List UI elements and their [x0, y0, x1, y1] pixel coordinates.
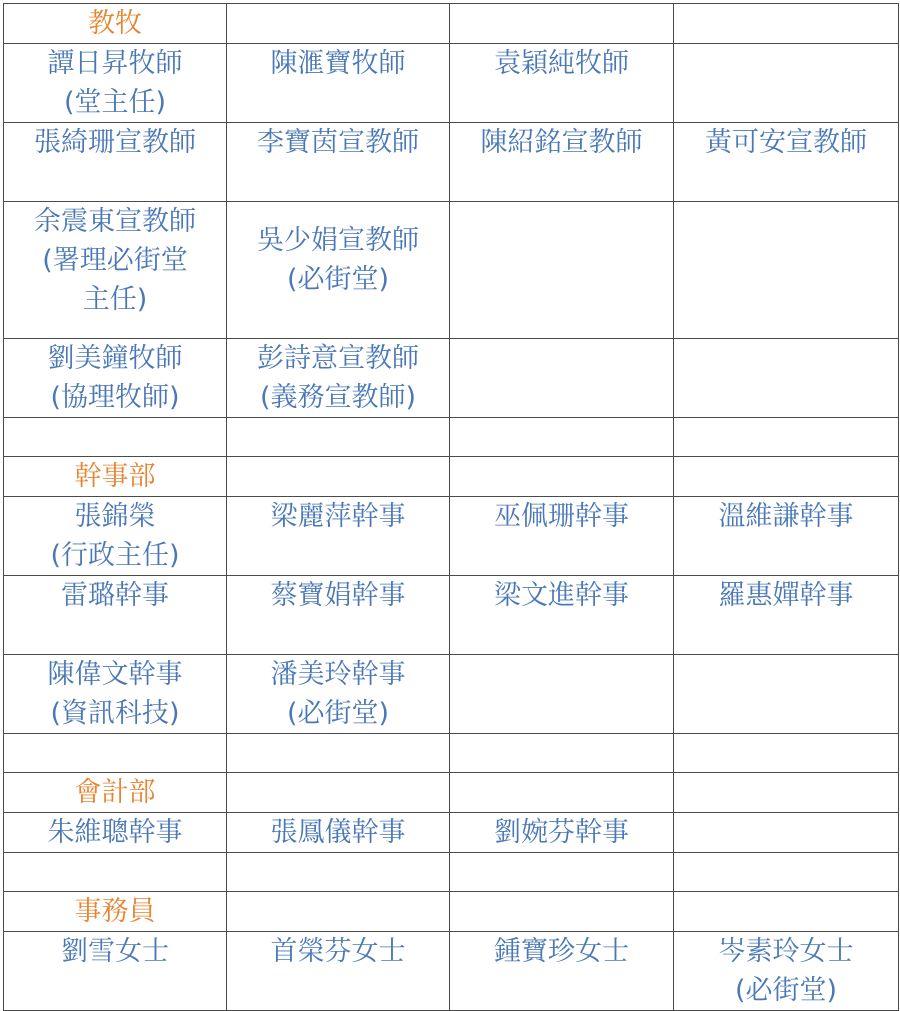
empty-cell [450, 853, 674, 892]
staff-cell [227, 932, 450, 1011]
table-row [4, 202, 899, 339]
staff-cell [4, 339, 227, 418]
empty-cell [450, 202, 674, 339]
staff-name: 溫維謙幹事 [718, 501, 854, 532]
empty-cell [227, 418, 450, 457]
empty-cell [4, 853, 227, 892]
empty-cell [674, 655, 899, 734]
staff-cell [4, 497, 227, 576]
staff-table-body [4, 4, 899, 1011]
empty-cell [450, 4, 674, 44]
empty-cell [450, 418, 674, 457]
staff-cell [227, 339, 450, 418]
staff-role: (堂主任) [63, 87, 167, 118]
staff-cell [674, 123, 899, 202]
section-header [4, 773, 227, 813]
section-header [4, 892, 227, 932]
empty-cell [674, 339, 899, 418]
staff-name: 梁麗萍幹事 [270, 501, 406, 532]
staff-cell [227, 655, 450, 734]
staff-cell [450, 497, 674, 576]
empty-cell [227, 4, 450, 44]
staff-cell [4, 655, 227, 734]
table-row [4, 576, 899, 655]
staff-name: 彭詩意宣教師 [257, 343, 419, 374]
staff-name: 羅惠嬋幹事 [718, 580, 854, 611]
staff-cell [674, 576, 899, 655]
staff-name: 潘美玲幹事 [270, 659, 406, 690]
empty-cell [4, 734, 227, 773]
staff-name: 陳偉文幹事 [47, 659, 183, 690]
staff-cell [450, 813, 674, 853]
staff-name: 譚日昇牧師 [47, 48, 183, 79]
empty-cell [674, 813, 899, 853]
empty-cell [674, 773, 899, 813]
section-title: 事務員 [74, 896, 156, 927]
staff-cell [4, 123, 227, 202]
staff-name: 張錦榮 [74, 501, 156, 532]
staff-cell [4, 813, 227, 853]
empty-cell [674, 418, 899, 457]
staff-cell [450, 44, 674, 123]
staff-role: (行政主任) [50, 540, 180, 571]
staff-name: 張鳳儀幹事 [270, 817, 406, 848]
staff-cell [227, 202, 450, 339]
empty-cell [450, 655, 674, 734]
staff-table [3, 3, 899, 1011]
table-row [4, 813, 899, 853]
staff-role: (資訊科技) [50, 698, 180, 729]
staff-cell [450, 123, 674, 202]
empty-cell [227, 773, 450, 813]
table-row [4, 4, 899, 44]
staff-name: 劉美鐘牧師 [47, 343, 183, 374]
empty-cell [450, 773, 674, 813]
table-row [4, 123, 899, 202]
empty-cell [674, 457, 899, 497]
table-row [4, 853, 899, 892]
staff-role: (必街堂) [286, 264, 390, 295]
staff-cell [450, 932, 674, 1011]
table-row [4, 932, 899, 1011]
staff-name: 李寶茵宣教師 [257, 127, 419, 158]
staff-role: (必街堂) [734, 975, 838, 1006]
staff-name: 鍾寶珍女士 [494, 936, 629, 967]
staff-role: (義務宣教師) [259, 382, 417, 413]
empty-cell [674, 853, 899, 892]
staff-name: 張綺珊宣教師 [34, 127, 196, 158]
staff-name: 劉雪女士 [61, 936, 169, 967]
empty-cell [450, 457, 674, 497]
section-title: 幹事部 [74, 461, 156, 492]
staff-name: 岑素玲女士 [718, 936, 854, 967]
empty-cell [674, 734, 899, 773]
empty-cell [227, 892, 450, 932]
table-row [4, 418, 899, 457]
staff-name: 陳紹銘宣教師 [480, 127, 643, 158]
empty-cell [674, 4, 899, 44]
staff-cell [674, 932, 899, 1011]
empty-cell [450, 734, 674, 773]
staff-cell [450, 576, 674, 655]
staff-role: 主任) [82, 284, 148, 315]
staff-cell [227, 44, 450, 123]
staff-name: 黃可安宣教師 [705, 127, 867, 158]
staff-cell [227, 123, 450, 202]
staff-name: 余震東宣教師 [34, 206, 196, 237]
staff-cell [4, 44, 227, 123]
empty-cell [674, 44, 899, 123]
table-row [4, 44, 899, 123]
table-row [4, 773, 899, 813]
staff-cell [227, 576, 450, 655]
empty-cell [674, 202, 899, 339]
empty-cell [450, 892, 674, 932]
staff-role: (必街堂) [286, 698, 390, 729]
empty-cell [4, 418, 227, 457]
empty-cell [227, 853, 450, 892]
staff-name: 蔡寶娟幹事 [270, 580, 406, 611]
staff-name: 朱維聰幹事 [47, 817, 183, 848]
table-row [4, 457, 899, 497]
section-header [4, 457, 227, 497]
empty-cell [227, 457, 450, 497]
empty-cell [450, 339, 674, 418]
staff-cell [4, 576, 227, 655]
staff-cell [4, 932, 227, 1011]
staff-cell [4, 202, 227, 339]
table-row [4, 734, 899, 773]
staff-name: 梁文進幹事 [494, 580, 629, 611]
table-row [4, 892, 899, 932]
staff-cell [227, 813, 450, 853]
section-title: 教牧 [88, 8, 142, 39]
table-row [4, 655, 899, 734]
staff-name: 陳滙寶牧師 [270, 48, 406, 79]
staff-name: 吳少娟宣教師 [257, 225, 419, 256]
staff-role: (署理必街堂 [42, 245, 188, 276]
staff-cell [227, 497, 450, 576]
staff-name: 劉婉芬幹事 [494, 817, 629, 848]
staff-role: (協理牧師) [50, 382, 180, 413]
staff-name: 袁穎純牧師 [494, 48, 629, 79]
section-header [4, 4, 227, 44]
empty-cell [227, 734, 450, 773]
staff-name: 雷璐幹事 [61, 580, 169, 611]
staff-name: 首榮芬女士 [270, 936, 406, 967]
table-row [4, 497, 899, 576]
table-row [4, 339, 899, 418]
empty-cell [674, 892, 899, 932]
staff-cell [674, 497, 899, 576]
section-title: 會計部 [74, 777, 156, 808]
staff-name: 巫佩珊幹事 [494, 501, 629, 532]
